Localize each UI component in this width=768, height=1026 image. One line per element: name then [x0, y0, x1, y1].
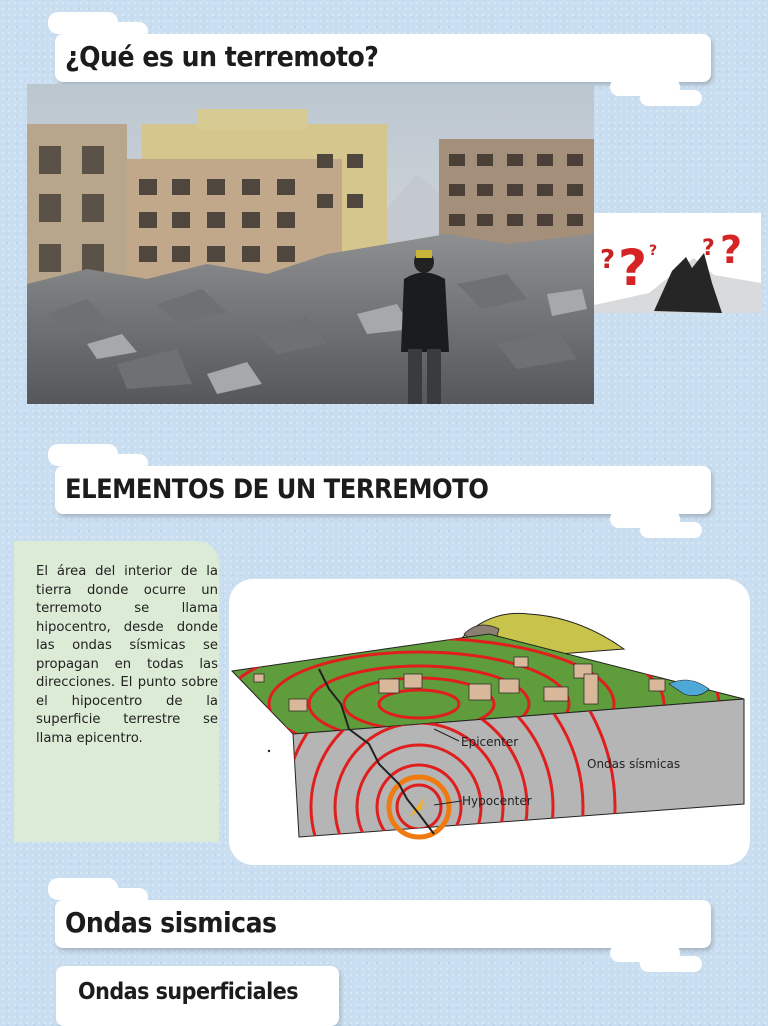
- question-mark-icon: ?: [600, 245, 616, 275]
- question-mark-icon: ?: [649, 243, 658, 259]
- section-title-que-es: ¿Qué es un terremoto?: [65, 40, 379, 73]
- seismic-waves-label: Ondas sísmicas: [587, 757, 681, 771]
- title-banner-3: [0, 870, 768, 980]
- question-mark-icon: ?: [720, 228, 743, 272]
- hypocenter-label: Hypocenter: [462, 794, 532, 808]
- section-title-ondas: Ondas sismicas: [65, 906, 277, 939]
- description-text: El área del interior de la tierra donde ocurre un terremoto se llama hipocentro, desde donde las ondas sísmicas se propagan en todas las direcciones. El punto sobre el hipocentro de la superficie terrestre se llama epicentro.: [36, 564, 218, 746]
- earthquake-ruins-photo: [27, 84, 594, 404]
- subtitle-box: [56, 966, 339, 1026]
- question-mark-icon: ?: [702, 236, 715, 261]
- epicenter-label: Epicenter: [461, 735, 519, 749]
- earthquake-diagram: [229, 579, 750, 865]
- question-crack-image: [594, 213, 761, 313]
- section-title-ondas-superficiales: Ondas superficiales: [78, 979, 299, 1005]
- description-box: [14, 541, 219, 842]
- section-title-elementos: ELEMENTOS DE UN TERREMOTO: [65, 474, 489, 505]
- question-mark-icon: ?: [618, 239, 648, 297]
- title-banner-2: [0, 436, 768, 546]
